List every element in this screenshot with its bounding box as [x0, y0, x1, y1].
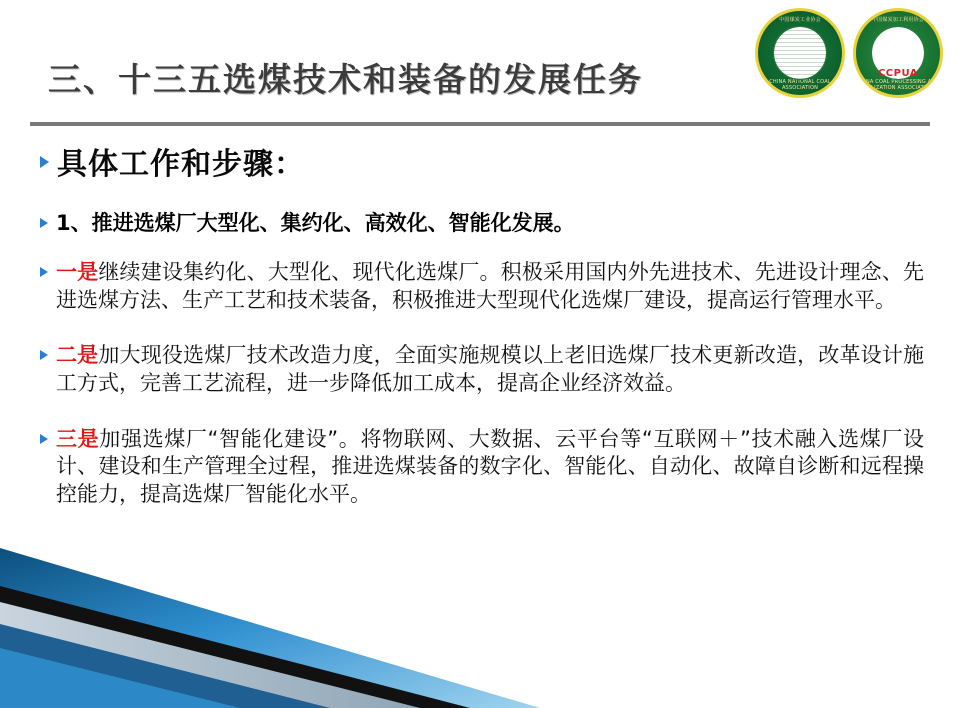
list-item	[40, 426, 930, 509]
china-national-coal-association-logo	[755, 8, 845, 98]
triangle-bullet-icon	[40, 267, 48, 277]
slide-title-text: 三、十三五选煤技术和装备的发展任务	[48, 60, 643, 99]
logo-ring-top-right: 中国煤炭加工利用协会	[871, 17, 924, 23]
paragraph-body-second: 加大现役选煤厂技术改造力度，全面实施规模以上老旧选煤厂技术更新改造，改革设计施工方式，完善工艺流程，进一步降低加工成本，提高企业经济效益。	[56, 343, 925, 395]
list-item	[40, 210, 930, 237]
triangle-bullet-icon	[40, 156, 49, 168]
corner-decoration	[0, 528, 560, 708]
triangle-bullet-icon	[40, 350, 48, 360]
globe-icon	[774, 27, 826, 79]
logo-band-right: CCPUA	[877, 68, 919, 79]
logo-ring-bottom-left: CHINA NATIONAL COAL ASSOCIATION	[769, 79, 831, 91]
paragraph-lead-second: 二是	[56, 343, 99, 368]
triangle-bullet-icon	[40, 434, 48, 444]
ccpua-logo	[853, 8, 943, 98]
paragraph-first	[56, 259, 930, 314]
slide-heading-text: 具体工作和步骤：	[57, 147, 305, 182]
list-item-label: 1、推进选煤厂大型化、集约化、高效化、智能化发展。	[56, 210, 575, 235]
title-divider	[30, 122, 930, 126]
list-item	[40, 342, 930, 397]
logo-ring-bottom-right: CHINA COAL PROCESSING AND UTILIZATION ASSOCIATION	[856, 79, 940, 91]
triangle-bullet-icon	[40, 218, 48, 228]
heading-row	[40, 146, 930, 184]
paragraph-lead-third: 三是	[56, 426, 100, 451]
page-title	[48, 60, 748, 100]
paragraph-lead-first: 一是	[56, 259, 99, 284]
logo-group	[755, 8, 943, 98]
paragraph-third	[56, 426, 930, 509]
paragraph-body-third: 加强选煤厂“智能化建设”。将物联网、大数据、云平台等“互联网＋”技术融入选煤厂设计、建设和生产管理全过程，推进选煤装备的数字化、智能化、自动化、故障自诊断和远程操控能力，提高选煤厂智能化水平。	[56, 426, 925, 507]
list-item	[40, 259, 930, 314]
paragraph-body-first: 继续建设集约化、大型化、现代化选煤厂。积极采用国内外先进技术、先进设计理念、先进选煤方法、生产工艺和技术装备，积极推进大型现代化选煤厂建设，提高运行管理水平。	[56, 259, 925, 312]
slide-body	[40, 140, 930, 511]
paragraph-second	[56, 342, 930, 397]
logo-ring-top-left: 中国煤炭工业协会	[779, 17, 821, 23]
